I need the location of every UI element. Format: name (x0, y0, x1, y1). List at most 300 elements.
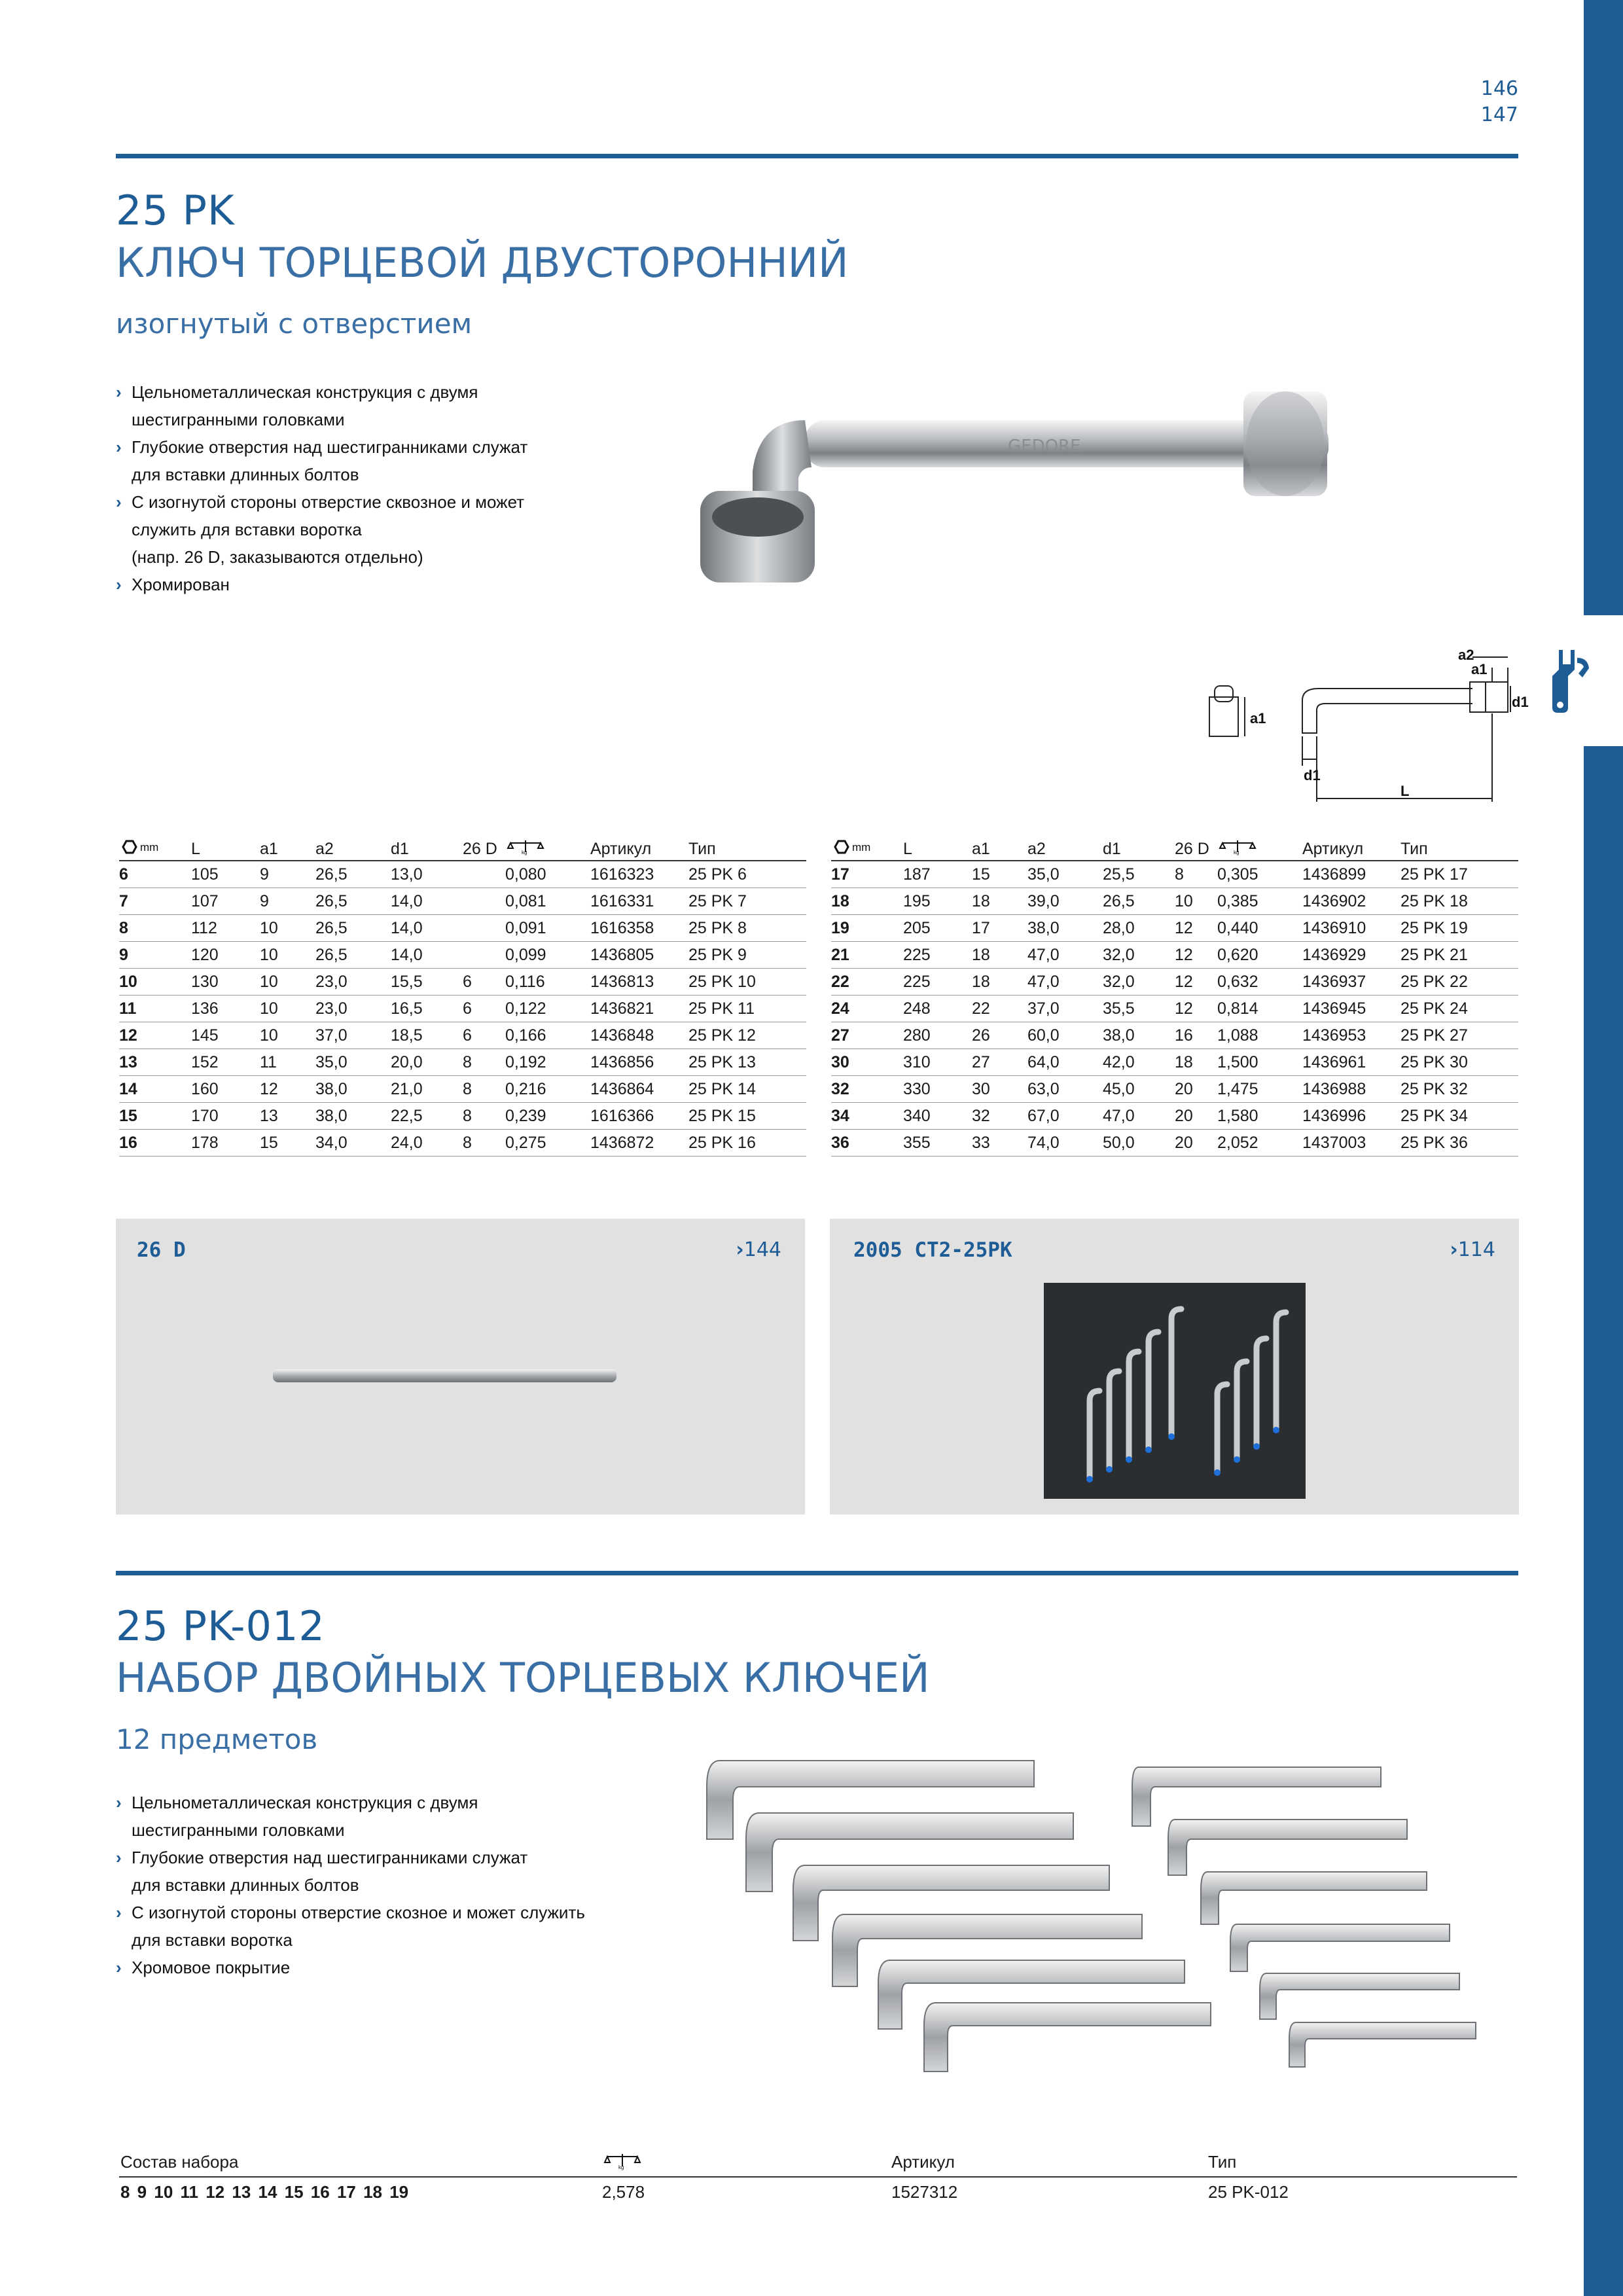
table-cell: 1436864 (590, 1076, 688, 1103)
table-row (119, 1049, 806, 1076)
table-cell: 67,0 (1027, 1103, 1103, 1130)
table-row (119, 942, 806, 969)
col-header-L: L (903, 838, 972, 861)
table-cell: 26,5 (315, 942, 391, 969)
table-cell: 60,0 (1027, 1022, 1103, 1049)
feature-list (116, 378, 527, 598)
scale-weight-icon (1217, 838, 1302, 861)
product-subtitle: изогнутый с отверстием (116, 308, 473, 340)
table-cell: 1436805 (590, 942, 688, 969)
table-row (831, 969, 1518, 996)
table-cell: 25 PK 34 (1400, 1103, 1518, 1130)
svg-text:kg: kg (522, 849, 527, 855)
table-cell: 0,091 (505, 915, 590, 942)
table-cell-size: 17 (831, 861, 903, 888)
table-cell-size: 16 (119, 1130, 191, 1157)
svg-text:mm: mm (140, 840, 159, 853)
panel-page-ref[interactable]: ›114 (1450, 1238, 1495, 1261)
feature-item: › Хромовое покрытие (116, 1954, 585, 1981)
table-cell: 38,0 (315, 1076, 391, 1103)
table-cell: 20,0 (391, 1049, 463, 1076)
table-cell: 13 (260, 1103, 315, 1130)
table-cell: 37,0 (315, 1022, 391, 1049)
table-cell: 225 (903, 942, 972, 969)
sidebar-band-top (1584, 0, 1623, 615)
table-cell: 1436961 (1302, 1049, 1400, 1076)
table-cell: 120 (191, 942, 260, 969)
table-cell: 14,0 (391, 942, 463, 969)
table-cell: 38,0 (1027, 915, 1103, 942)
table-cell: 0,122 (505, 996, 590, 1022)
table-cell: 1437003 (1302, 1130, 1400, 1157)
table-cell: 1436848 (590, 1022, 688, 1049)
table-cell (463, 942, 505, 969)
table-cell: 39,0 (1027, 888, 1103, 915)
diagram-label-a1: a1 (1471, 661, 1488, 677)
chevron-right-icon: › (116, 575, 122, 594)
table-cell: 34,0 (315, 1130, 391, 1157)
table-cell: 0,275 (505, 1130, 590, 1157)
table-cell: 30 (972, 1076, 1027, 1103)
col-header-a2: a2 (1027, 838, 1103, 861)
table-cell: 20 (1175, 1076, 1217, 1103)
table-cell: 21,0 (391, 1076, 463, 1103)
table-row (119, 1022, 806, 1049)
table-cell: 35,5 (1103, 996, 1175, 1022)
set-weight: 2,578 (602, 2182, 645, 2202)
table-cell: 47,0 (1027, 942, 1103, 969)
table-cell: 38,0 (1103, 1022, 1175, 1049)
table-cell: 25 PK 22 (1400, 969, 1518, 996)
diagram-label-L: L (1400, 783, 1410, 799)
table-cell: 37,0 (1027, 996, 1103, 1022)
product-image-tommy-bar (273, 1366, 620, 1386)
feature-item: › С изогнутой стороны отверстие сквозное и может служить для вставки воротка (напр. 26 D, заказываются отдельно) (116, 488, 527, 571)
table-row (831, 942, 1518, 969)
chevron-right-icon: › (736, 1238, 744, 1261)
col-header-article: Артикул (590, 838, 688, 861)
table-cell: 15 (260, 1130, 315, 1157)
table-cell: 25 PK 13 (688, 1049, 806, 1076)
table-cell: 1436813 (590, 969, 688, 996)
table-cell: 35,0 (1027, 861, 1103, 888)
table-cell: 0,385 (1217, 888, 1302, 915)
table-cell: 26,5 (315, 861, 391, 888)
table-cell: 178 (191, 1130, 260, 1157)
table-cell: 310 (903, 1049, 972, 1076)
table-cell: 25 PK 12 (688, 1022, 806, 1049)
col-header-type: Тип (1400, 838, 1518, 861)
panel-page-ref[interactable]: ›144 (736, 1238, 781, 1261)
product-image-foam-tray (1044, 1283, 1306, 1499)
table-cell: 1436945 (1302, 996, 1400, 1022)
table-cell: 25 PK 16 (688, 1130, 806, 1157)
table-cell: 1,500 (1217, 1049, 1302, 1076)
set-type: 25 PK-012 (1208, 2182, 1289, 2202)
table-cell: 12 (1175, 915, 1217, 942)
table-cell: 10 (260, 915, 315, 942)
table-cell-size: 12 (119, 1022, 191, 1049)
table-row (831, 996, 1518, 1022)
table-cell: 145 (191, 1022, 260, 1049)
chevron-right-icon: › (116, 1848, 122, 1867)
col-header-26d: 26 D (1175, 838, 1217, 861)
table-cell: 42,0 (1103, 1049, 1175, 1076)
table-cell: 25 PK 17 (1400, 861, 1518, 888)
feature-item: › С изогнутой стороны отверстие скозное и может служить для вставки воротка (116, 1899, 585, 1954)
table-cell-size: 8 (119, 915, 191, 942)
table-cell: 330 (903, 1076, 972, 1103)
table-cell-size: 22 (831, 969, 903, 996)
table-cell: 12 (260, 1076, 315, 1103)
table-cell: 64,0 (1027, 1049, 1103, 1076)
table-cell: 1616358 (590, 915, 688, 942)
table-cell: 0,620 (1217, 942, 1302, 969)
table-cell: 6 (463, 969, 505, 996)
table-row (831, 1022, 1518, 1049)
table-cell: 6 (463, 996, 505, 1022)
table-cell-size: 36 (831, 1130, 903, 1157)
table-cell: 2,052 (1217, 1130, 1302, 1157)
table-cell: 33 (972, 1130, 1027, 1157)
page-number-right: 147 (1480, 103, 1518, 126)
table-cell: 152 (191, 1049, 260, 1076)
table-cell-size: 18 (831, 888, 903, 915)
table-row (831, 1130, 1518, 1157)
table-cell: 1436821 (590, 996, 688, 1022)
table-cell: 25 PK 9 (688, 942, 806, 969)
table-cell: 63,0 (1027, 1076, 1103, 1103)
table-cell: 1436902 (1302, 888, 1400, 915)
table-cell: 1436953 (1302, 1022, 1400, 1049)
table-cell: 1,580 (1217, 1103, 1302, 1130)
table-cell: 32,0 (1103, 969, 1175, 996)
table-cell: 12 (1175, 969, 1217, 996)
table-cell: 74,0 (1027, 1130, 1103, 1157)
table-cell: 23,0 (315, 996, 391, 1022)
table-row (831, 861, 1518, 888)
section-divider (116, 1571, 1518, 1575)
table-cell-size: 14 (119, 1076, 191, 1103)
table-cell: 9 (260, 888, 315, 915)
set-header-type: Тип (1208, 2152, 1237, 2172)
table-cell: 50,0 (1103, 1130, 1175, 1157)
set-title: НАБОР ДВОЙНЫХ ТОРЦЕВЫХ КЛЮЧЕЙ (116, 1654, 930, 1702)
table-cell: 136 (191, 996, 260, 1022)
table-cell: 130 (191, 969, 260, 996)
product-code: 25 PK (116, 187, 235, 234)
table-cell: 38,0 (315, 1103, 391, 1130)
chevron-right-icon: › (1450, 1238, 1458, 1261)
table-cell: 25 PK 32 (1400, 1076, 1518, 1103)
table-row (119, 861, 806, 888)
table-cell: 10 (260, 996, 315, 1022)
table-cell: 10 (1175, 888, 1217, 915)
table-cell: 25 PK 14 (688, 1076, 806, 1103)
table-cell: 0,081 (505, 888, 590, 915)
table-row (119, 888, 806, 915)
page-number-left: 146 (1480, 77, 1518, 100)
col-header-a2: a2 (315, 838, 391, 861)
table-cell: 1,475 (1217, 1076, 1302, 1103)
diagram-label-a1-side: a1 (1250, 710, 1266, 726)
table-cell: 14,0 (391, 915, 463, 942)
table-cell: 0,239 (505, 1103, 590, 1130)
table-cell (463, 915, 505, 942)
table-cell: 8 (463, 1049, 505, 1076)
table-cell: 22,5 (391, 1103, 463, 1130)
table-cell: 18 (972, 969, 1027, 996)
table-cell: 35,0 (315, 1049, 391, 1076)
table-cell: 47,0 (1027, 969, 1103, 996)
set-header-contents: Состав набора (120, 2152, 239, 2172)
set-code: 25 PK-012 (116, 1602, 325, 1650)
table-cell: 22 (972, 996, 1027, 1022)
table-cell: 8 (463, 1103, 505, 1130)
table-row (119, 915, 806, 942)
table-cell: 1436872 (590, 1130, 688, 1157)
col-header-article: Артикул (1302, 838, 1400, 861)
col-header-a1: a1 (972, 838, 1027, 861)
table-cell: 26,5 (315, 888, 391, 915)
table-cell: 24,0 (391, 1130, 463, 1157)
table-cell: 23,0 (315, 969, 391, 996)
table-cell: 45,0 (1103, 1076, 1175, 1103)
table-cell: 107 (191, 888, 260, 915)
table-cell: 25 PK 36 (1400, 1130, 1518, 1157)
table-cell: 25 PK 24 (1400, 996, 1518, 1022)
table-cell: 1436937 (1302, 969, 1400, 996)
table-cell: 13,0 (391, 861, 463, 888)
table-cell: 1436899 (1302, 861, 1400, 888)
table-cell: 25 PK 30 (1400, 1049, 1518, 1076)
table-cell: 25 PK 11 (688, 996, 806, 1022)
table-cell: 0,080 (505, 861, 590, 888)
diagram-label-a2: a2 (1458, 647, 1474, 663)
col-header-type: Тип (688, 838, 806, 861)
table-cell: 170 (191, 1103, 260, 1130)
diagram-label-d1-bottom: d1 (1304, 767, 1321, 783)
table-cell: 0,814 (1217, 996, 1302, 1022)
table-cell: 8 (1175, 861, 1217, 888)
table-cell: 18 (972, 888, 1027, 915)
table-header-row (119, 838, 806, 861)
chevron-right-icon: › (116, 382, 122, 402)
table-cell (463, 888, 505, 915)
table-cell: 12 (1175, 996, 1217, 1022)
table-row (119, 996, 806, 1022)
table-cell-size: 34 (831, 1103, 903, 1130)
table-cell: 10 (260, 942, 315, 969)
panel-title: 26 D (137, 1238, 186, 1262)
table-cell-size: 10 (119, 969, 191, 996)
set-article: 1527312 (891, 2182, 958, 2202)
scale-weight-icon (602, 2152, 648, 2170)
section-divider (116, 154, 1518, 158)
set-table-rule (119, 2176, 1517, 2178)
table-cell: 16 (1175, 1022, 1217, 1049)
table-cell-size: 13 (119, 1049, 191, 1076)
table-cell: 32,0 (1103, 942, 1175, 969)
feature-item: › Цельнометаллическая конструкция с двумя шестигранными головками (116, 378, 527, 433)
table-cell: 18,5 (391, 1022, 463, 1049)
table-cell: 10 (260, 1022, 315, 1049)
table-cell: 1436929 (1302, 942, 1400, 969)
table-cell: 15,5 (391, 969, 463, 996)
spec-table-left (119, 838, 806, 1157)
table-cell-size: 15 (119, 1103, 191, 1130)
chevron-right-icon: › (116, 1903, 122, 1922)
diagram-label-d1: d1 (1512, 694, 1529, 710)
table-cell: 0,305 (1217, 861, 1302, 888)
table-cell: 1436988 (1302, 1076, 1400, 1103)
nut-mm-icon (831, 838, 903, 861)
feature-item: › Глубокие отверстия над шестигранниками служат для вставки длинных болтов (116, 1844, 585, 1899)
table-cell: 195 (903, 888, 972, 915)
product-image-wrench-set (681, 1741, 1492, 2094)
svg-text:kg: kg (1234, 849, 1240, 855)
col-header-26d: 26 D (463, 838, 505, 861)
set-subtitle: 12 предметов (116, 1723, 318, 1755)
table-cell: 9 (260, 861, 315, 888)
table-cell-size: 21 (831, 942, 903, 969)
chevron-right-icon: › (116, 1793, 122, 1812)
table-cell: 25 PK 8 (688, 915, 806, 942)
table-cell: 340 (903, 1103, 972, 1130)
table-cell: 1436996 (1302, 1103, 1400, 1130)
chevron-right-icon: › (116, 1958, 122, 1977)
table-row (119, 1076, 806, 1103)
table-cell: 105 (191, 861, 260, 888)
table-cell: 25 PK 7 (688, 888, 806, 915)
table-cell: 11 (260, 1049, 315, 1076)
table-cell: 25 PK 18 (1400, 888, 1518, 915)
table-cell: 8 (463, 1076, 505, 1103)
col-header-a1: a1 (260, 838, 315, 861)
table-cell: 25 PK 6 (688, 861, 806, 888)
table-cell-size: 6 (119, 861, 191, 888)
sidebar-band-bottom (1584, 746, 1623, 2296)
table-cell-size: 9 (119, 942, 191, 969)
table-cell: 25 PK 27 (1400, 1022, 1518, 1049)
table-row (831, 1049, 1518, 1076)
table-cell: 28,0 (1103, 915, 1175, 942)
set-header-article: Артикул (891, 2152, 955, 2172)
table-cell: 20 (1175, 1103, 1217, 1130)
table-cell: 26,5 (1103, 888, 1175, 915)
table-cell: 18 (1175, 1049, 1217, 1076)
table-cell: 1616331 (590, 888, 688, 915)
feature-item: › Хромирован (116, 571, 527, 598)
table-cell: 25 PK 19 (1400, 915, 1518, 942)
set-contents-sizes: 8 9 10 11 12 13 14 15 16 17 18 19 (120, 2182, 409, 2202)
table-cell: 14,0 (391, 888, 463, 915)
table-cell: 225 (903, 969, 972, 996)
table-cell: 6 (463, 1022, 505, 1049)
table-cell: 25 PK 15 (688, 1103, 806, 1130)
table-cell: 280 (903, 1022, 972, 1049)
table-cell: 112 (191, 915, 260, 942)
panel-title: 2005 CT2-25PK (853, 1238, 1012, 1262)
table-cell: 187 (903, 861, 972, 888)
chevron-right-icon: › (116, 492, 122, 512)
table-cell: 0,166 (505, 1022, 590, 1049)
table-cell-size: 27 (831, 1022, 903, 1049)
accessory-panel-26d[interactable] (116, 1219, 805, 1515)
table-cell: 0,632 (1217, 969, 1302, 996)
table-cell-size: 32 (831, 1076, 903, 1103)
table-cell: 205 (903, 915, 972, 942)
table-cell-size: 24 (831, 996, 903, 1022)
product-brand: GEDORE (1008, 437, 1081, 456)
table-cell: 16,5 (391, 996, 463, 1022)
table-cell: 18 (972, 942, 1027, 969)
accessory-panel-set[interactable] (830, 1219, 1519, 1515)
table-cell: 1616366 (590, 1103, 688, 1130)
table-cell: 20 (1175, 1130, 1217, 1157)
table-cell: 25,5 (1103, 861, 1175, 888)
table-cell: 0,099 (505, 942, 590, 969)
nut-mm-icon (119, 838, 191, 861)
table-row (119, 1130, 806, 1157)
table-cell: 25 PK 10 (688, 969, 806, 996)
table-cell: 160 (191, 1076, 260, 1103)
table-cell (463, 861, 505, 888)
table-cell: 25 PK 21 (1400, 942, 1518, 969)
table-cell: 1436910 (1302, 915, 1400, 942)
chevron-right-icon: › (116, 437, 122, 457)
table-cell: 15 (972, 861, 1027, 888)
table-cell: 26,5 (315, 915, 391, 942)
table-row (831, 888, 1518, 915)
col-header-d1: d1 (1103, 838, 1175, 861)
col-header-d1: d1 (391, 838, 463, 861)
table-cell: 0,216 (505, 1076, 590, 1103)
table-cell-size: 7 (119, 888, 191, 915)
table-cell: 0,192 (505, 1049, 590, 1076)
table-cell: 47,0 (1103, 1103, 1175, 1130)
table-header-row (831, 838, 1518, 861)
table-cell-size: 30 (831, 1049, 903, 1076)
product-image-wrench (681, 380, 1427, 602)
table-cell: 27 (972, 1049, 1027, 1076)
wrench-icon (1539, 645, 1592, 717)
set-feature-list (116, 1789, 585, 1981)
table-cell: 0,440 (1217, 915, 1302, 942)
table-cell: 0,116 (505, 969, 590, 996)
col-header-L: L (191, 838, 260, 861)
product-title: КЛЮЧ ТОРЦЕВОЙ ДВУСТОРОННИЙ (116, 239, 849, 287)
svg-text:kg: kg (618, 2164, 624, 2170)
table-cell: 26 (972, 1022, 1027, 1049)
svg-text:mm: mm (852, 840, 871, 853)
table-row (831, 1103, 1518, 1130)
feature-item: › Глубокие отверстия над шестигранниками служат для вставки длинных болтов (116, 433, 527, 488)
table-row (831, 915, 1518, 942)
table-row (119, 969, 806, 996)
feature-item: › Цельнометаллическая конструкция с двумя шестигранными головками (116, 1789, 585, 1844)
table-cell: 32 (972, 1103, 1027, 1130)
table-cell: 1,088 (1217, 1022, 1302, 1049)
scale-weight-icon (505, 838, 590, 861)
table-row (119, 1103, 806, 1130)
table-cell: 17 (972, 915, 1027, 942)
table-cell: 12 (1175, 942, 1217, 969)
spec-table-right (831, 838, 1518, 1157)
table-cell: 248 (903, 996, 972, 1022)
table-cell: 1436856 (590, 1049, 688, 1076)
dimension-diagram (1198, 641, 1529, 812)
